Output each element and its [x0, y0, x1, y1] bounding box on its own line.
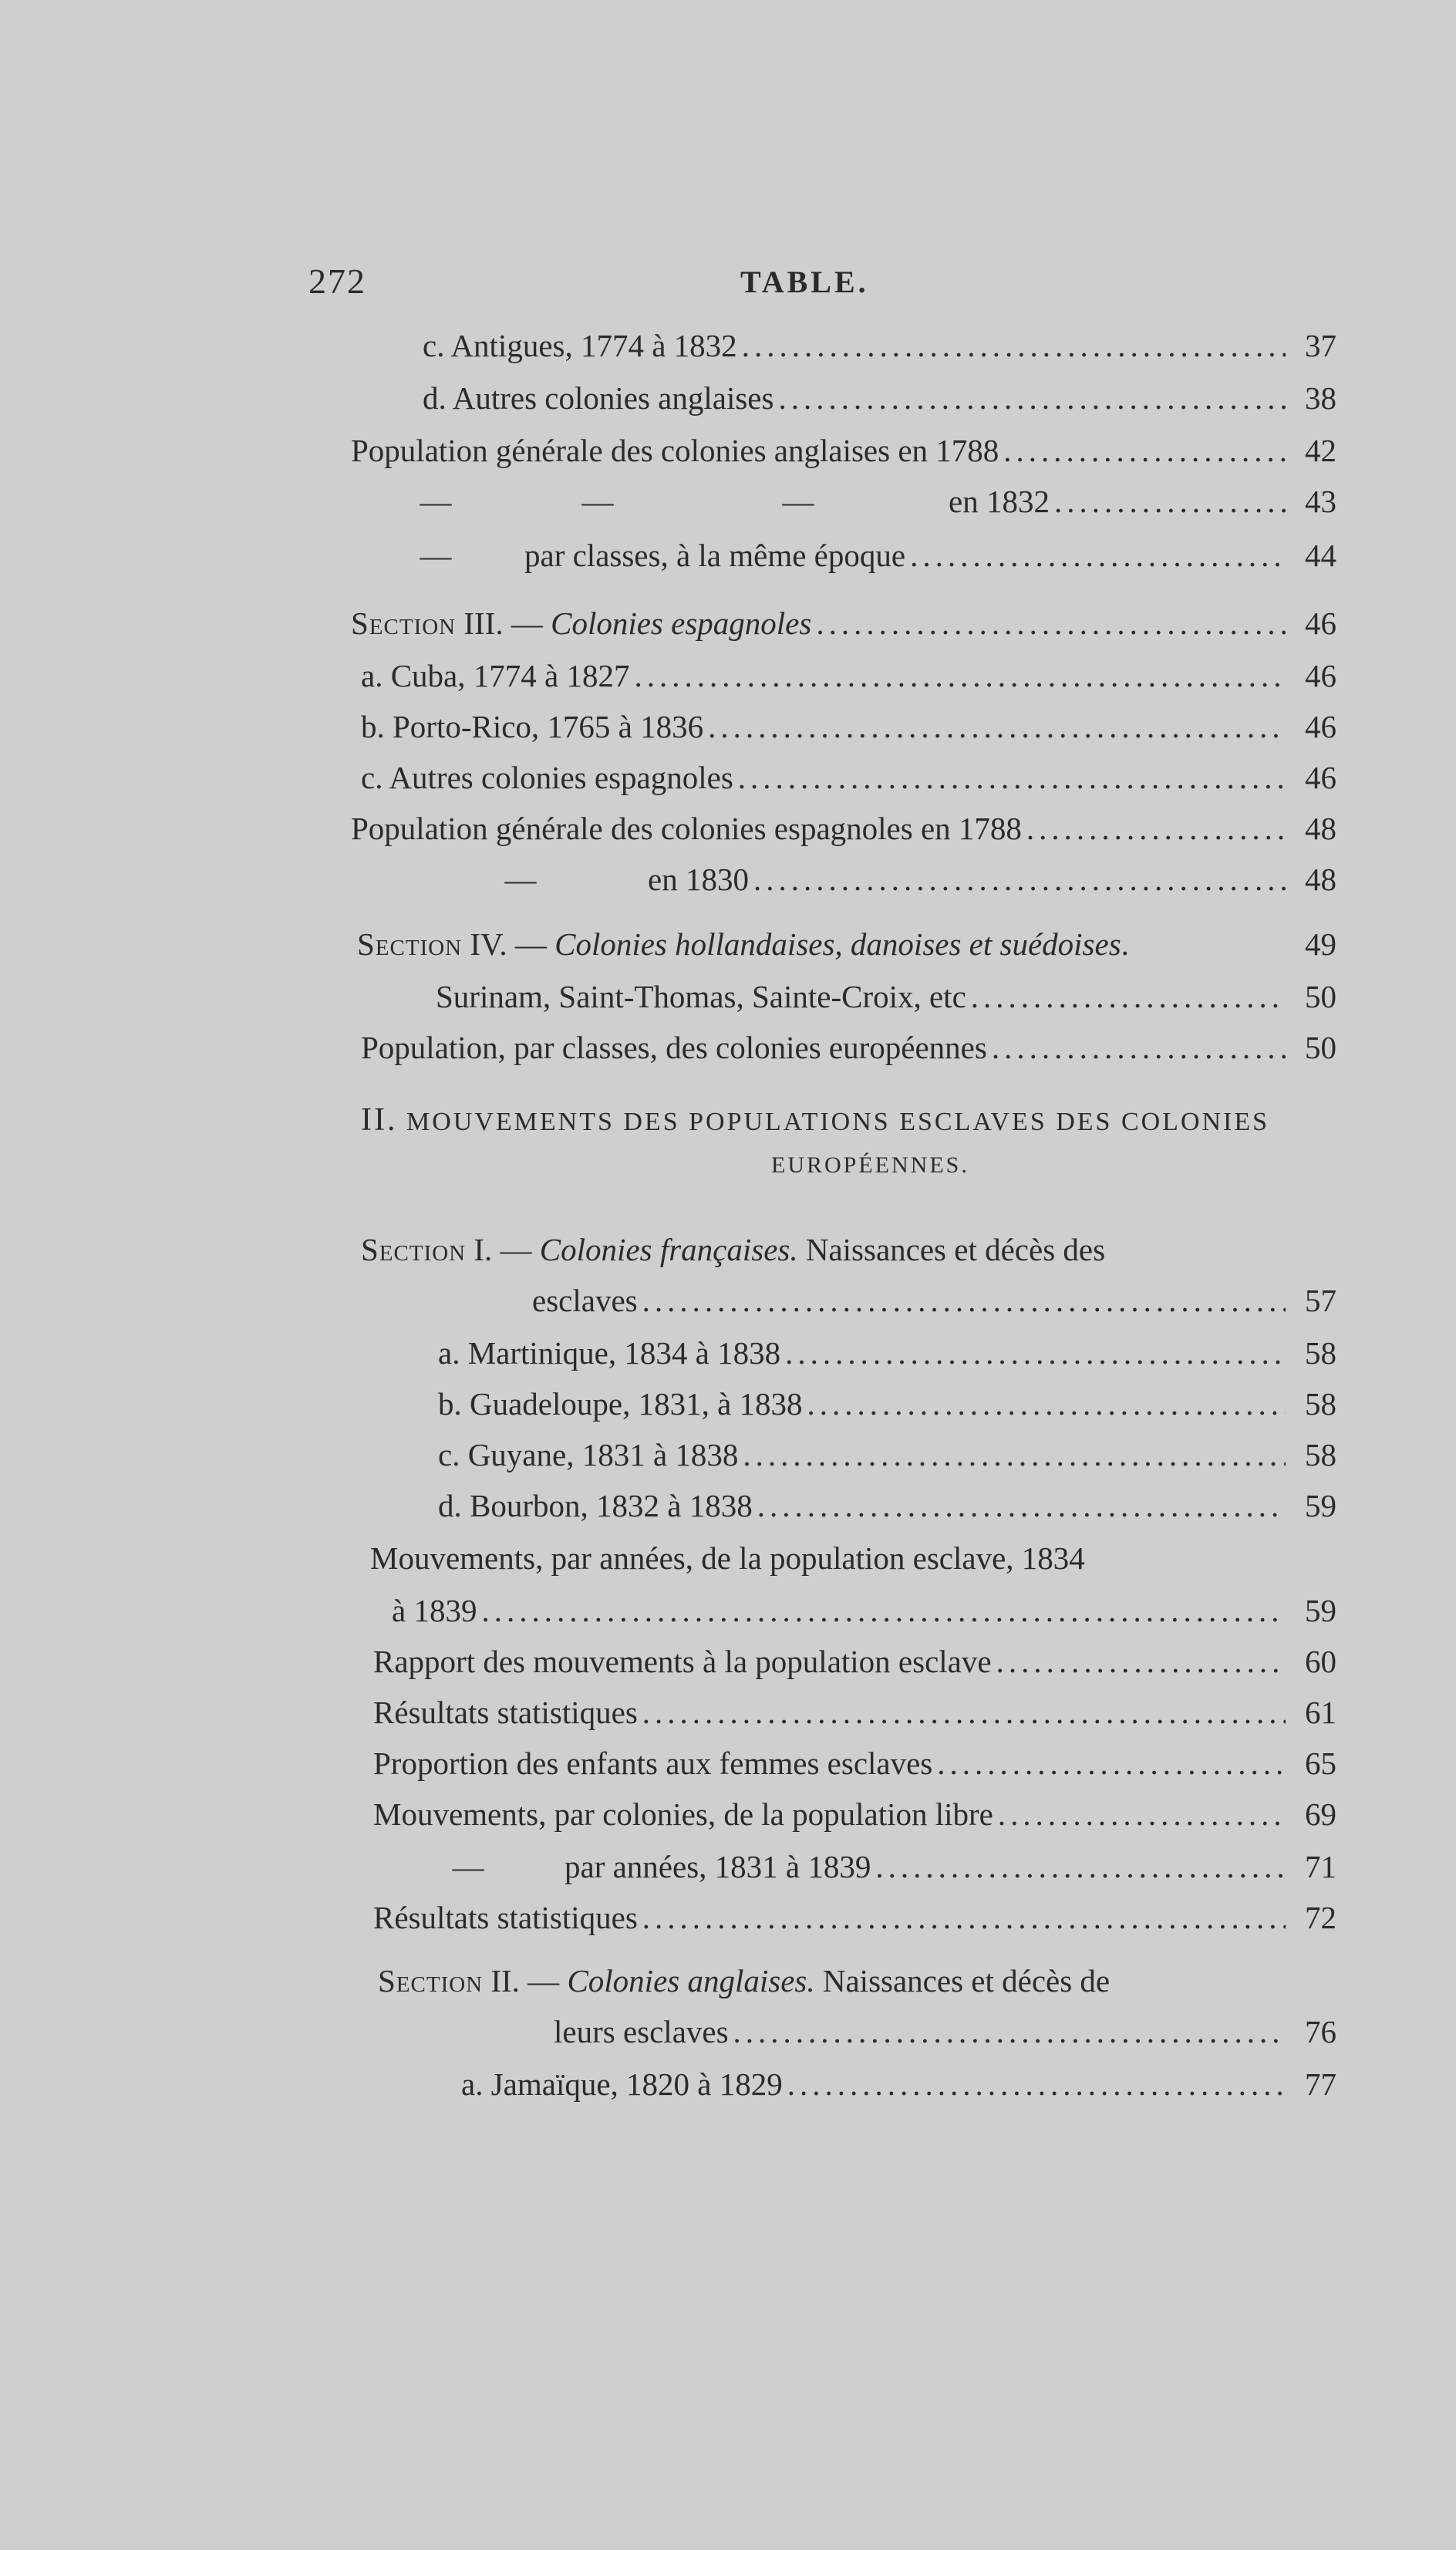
part-heading: II. MOUVEMENTS DES POPULATIONS ESCLAVES DES COLONIES: [361, 1102, 1270, 1138]
toc-entry: Population, par classes, des colonies européennes ..... 50: [361, 1026, 1336, 1069]
toc-entry: Mouvements, par années, de la population esclave, 1834: [370, 1540, 1085, 1576]
toc-entry: b. Guadeloupe, 1831, à 1838 ..... 58: [438, 1382, 1336, 1425]
toc-entry: c. Guyane, 1831 à 1838 ..... 58: [438, 1433, 1336, 1476]
toc-entry-ditto: — par années, 1831 à 1839 ..... 71: [449, 1845, 1336, 1888]
toc-entry-ditto: — — — en 1832 ..... 43: [416, 480, 1336, 523]
toc-entry: Mouvements, par colonies, de la population libre ..... 69: [373, 1793, 1336, 1836]
toc-entry: c. Antigues, 1774 à 1832 ..... 37: [423, 324, 1336, 367]
toc-entry: a. Cuba, 1774 à 1827 ..... 46: [361, 654, 1336, 697]
toc-entry-cont: esclaves ..... 57: [532, 1279, 1336, 1322]
toc-entry: Population générale des colonies anglaises en 1788 ..... 42: [351, 429, 1336, 472]
toc-entry: Population générale des colonies espagnoles en 1788 ..... 48: [351, 807, 1336, 850]
toc-entry-cont: à 1839 ..... 59: [392, 1589, 1336, 1632]
toc-entry: d. Bourbon, 1832 à 1838 ..... 59: [438, 1484, 1336, 1527]
toc-entry: Surinam, Saint-Thomas, Sainte-Croix, etc ..... 50: [436, 975, 1336, 1018]
toc-entry: c. Autres colonies espagnoles ..... 46: [361, 756, 1336, 799]
page-title: TABLE.: [740, 265, 869, 299]
section-heading: Section III. — Colonies espagnoles ..... 46: [351, 602, 1336, 645]
toc-entry-ditto: — en 1830 ..... 48: [501, 858, 1336, 901]
toc-entry: d. Autres colonies anglaises ..... 38: [423, 376, 1336, 420]
page-header: [308, 261, 1334, 315]
toc-entry: a. Jamaïque, 1820 à 1829 ..... 77: [461, 2063, 1336, 2106]
toc-entry-ditto: — par classes, à la même époque ..... 44: [416, 534, 1336, 577]
section-heading: Section I. — Colonies françaises. Naissances et décès des: [361, 1232, 1106, 1267]
toc-entry: Rapport des mouvements à la population esclave ..... 60: [373, 1640, 1336, 1683]
toc-entry: a. Martinique, 1834 à 1838 ..... 58: [438, 1331, 1336, 1375]
toc-entry: Résultats statistiques ..... 72: [373, 1896, 1336, 1939]
toc-entry-cont: leurs esclaves ..... 76: [554, 2010, 1336, 2053]
section-heading: Section IV. — Colonies hollandaises, danoises et suédoises. 49: [357, 926, 1336, 962]
toc-entry: Résultats statistiques ..... 61: [373, 1691, 1336, 1734]
section-heading: Section II. — Colonies anglaises. Naissances et décès de: [378, 1963, 1111, 1999]
toc-entry: b. Porto-Rico, 1765 à 1836 ..... 46: [361, 705, 1336, 748]
page-number: 272: [308, 261, 366, 301]
toc-entry: Proportion des enfants aux femmes esclaves ..... 65: [373, 1742, 1336, 1785]
part-heading-cont: EUROPÉENNES.: [771, 1152, 969, 1178]
